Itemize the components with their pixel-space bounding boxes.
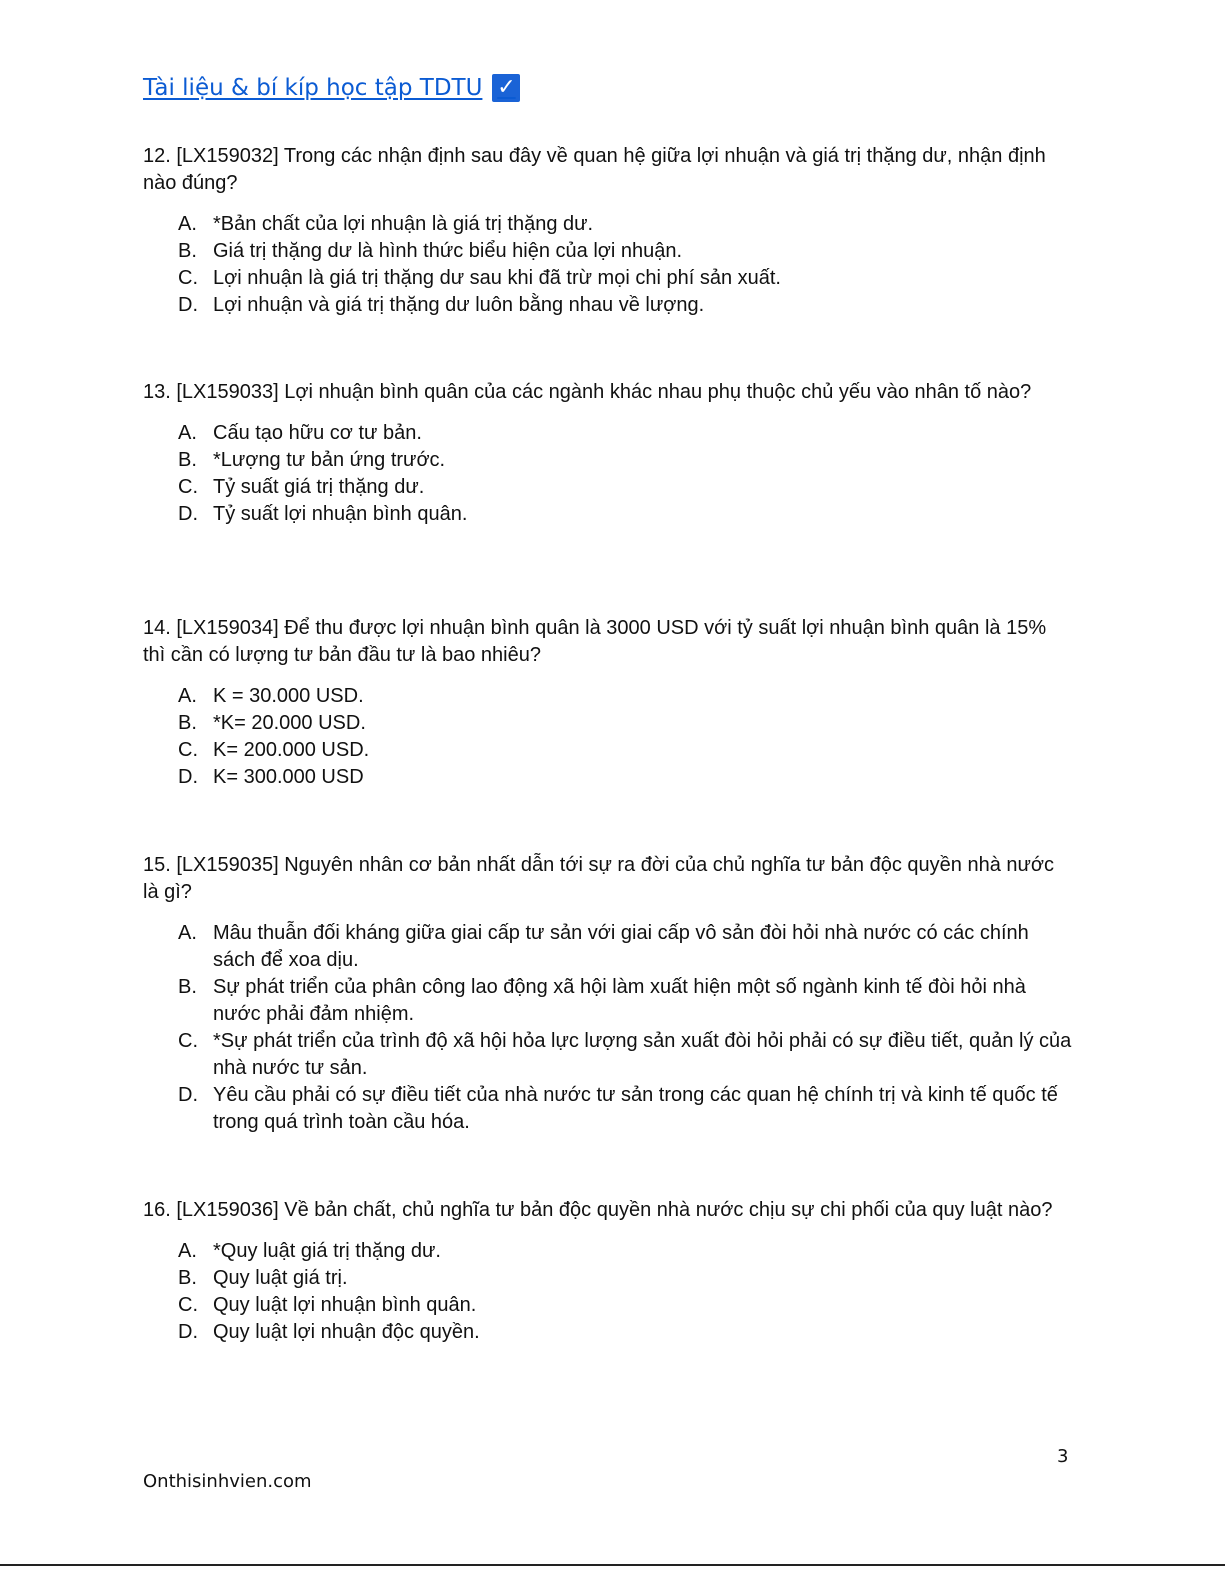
option-letter: C. [178, 739, 198, 761]
bottom-divider [0, 1564, 1225, 1566]
option-c [143, 737, 1073, 764]
option-letter: D. [178, 294, 198, 316]
option-list [143, 1238, 1073, 1346]
option-text: Cấu tạo hữu cơ tư bản. [213, 422, 422, 444]
option-letter: D. [178, 766, 198, 788]
option-list [143, 211, 1073, 319]
option-letter: B. [178, 1267, 197, 1289]
option-letter: A. [178, 422, 197, 444]
option-letter: C. [178, 267, 198, 289]
option-text: Yêu cầu phải có sự điều tiết của nhà nước tư sản trong các quan hệ chính trị và kinh tế quốc tế trong quá trình toàn cầu hóa. [213, 1084, 1058, 1133]
option-text: *Lượng tư bản ứng trước. [213, 449, 446, 471]
option-b [143, 447, 1073, 474]
question-text: 14. [LX159034] Để thu được lợi nhuận bình quân là 3000 USD với tỷ suất lợi nhuận bình quân là 15% thì cần có lượng tư bản đầu tư là bao nhiêu? [143, 617, 1047, 666]
option-c [143, 1028, 1073, 1082]
option-text: Quy luật giá trị. [213, 1267, 348, 1289]
option-text: Tỷ suất lợi nhuận bình quân. [213, 503, 468, 525]
question-text: 13. [LX159033] Lợi nhuận bình quân của các ngành khác nhau phụ thuộc chủ yếu vào nhân tố nào? [143, 381, 1032, 403]
option-text: Lợi nhuận là giá trị thặng dư sau khi đã trừ mọi chi phí sản xuất. [213, 267, 781, 289]
option-letter: B. [178, 712, 197, 734]
option-a [143, 420, 1073, 447]
option-text: K = 30.000 USD. [213, 685, 364, 707]
checkbox-checked-icon: ✓ [492, 74, 520, 102]
option-list [143, 920, 1073, 1136]
option-text: Quy luật lợi nhuận bình quân. [213, 1294, 477, 1316]
option-b [143, 238, 1073, 265]
option-text: K= 300.000 USD [213, 766, 364, 788]
option-c [143, 1292, 1073, 1319]
option-text: Quy luật lợi nhuận độc quyền. [213, 1321, 480, 1343]
option-text: Mâu thuẫn đối kháng giữa giai cấp tư sản với giai cấp vô sản đòi hỏi nhà nước có các chính sách để xoa dịu. [213, 922, 1029, 971]
option-letter: A. [178, 213, 197, 235]
option-d [143, 501, 1073, 528]
option-text: K= 200.000 USD. [213, 739, 370, 761]
option-text: *Quy luật giá trị thặng dư. [213, 1240, 441, 1262]
option-c [143, 474, 1073, 501]
option-letter: A. [178, 685, 197, 707]
option-letter: C. [178, 476, 198, 498]
option-letter: D. [178, 1084, 198, 1106]
footer-site-name: Onthisinhvien.com [143, 1471, 312, 1492]
question-text: 12. [LX159032] Trong các nhận định sau đây về quan hệ giữa lợi nhuận và giá trị thặng dư, nhận định nào đúng? [143, 145, 1046, 194]
option-letter: B. [178, 240, 197, 262]
option-list [143, 683, 1073, 791]
page-number: 3 [1057, 1446, 1069, 1467]
question-16 [143, 1197, 1073, 1346]
option-letter: D. [178, 503, 198, 525]
question-12 [143, 143, 1073, 319]
option-letter: D. [178, 1321, 198, 1343]
header-link-text[interactable]: Tài liệu & bí kíp học tập TDTU [143, 75, 483, 101]
option-letter: A. [178, 1240, 197, 1262]
option-list [143, 420, 1073, 528]
option-d [143, 1319, 1073, 1346]
option-b [143, 1265, 1073, 1292]
option-d [143, 764, 1073, 791]
header-link[interactable] [143, 74, 520, 102]
question-13 [143, 379, 1073, 528]
option-a [143, 683, 1073, 710]
option-text: Sự phát triển của phân công lao động xã hội làm xuất hiện một số ngành kinh tế đòi hỏi nhà nước phải đảm nhiệm. [213, 976, 1026, 1025]
option-a [143, 920, 1073, 974]
question-text: 16. [LX159036] Về bản chất, chủ nghĩa tư bản độc quyền nhà nước chịu sự chi phối của quy luật nào? [143, 1199, 1053, 1221]
option-text: Giá trị thặng dư là hình thức biểu hiện của lợi nhuận. [213, 240, 683, 262]
option-d [143, 292, 1073, 319]
option-c [143, 265, 1073, 292]
option-a [143, 211, 1073, 238]
question-text: 15. [LX159035] Nguyên nhân cơ bản nhất dẫn tới sự ra đời của chủ nghĩa tư bản độc quyền nhà nước là gì? [143, 854, 1055, 903]
option-letter: C. [178, 1294, 198, 1316]
option-letter: B. [178, 449, 197, 471]
option-text: *Bản chất của lợi nhuận là giá trị thặng dư. [213, 213, 594, 235]
option-b [143, 710, 1073, 737]
option-letter: B. [178, 976, 197, 998]
question-15 [143, 852, 1073, 1136]
option-d [143, 1082, 1073, 1136]
option-b [143, 974, 1073, 1028]
option-text: *Sự phát triển của trình độ xã hội hỏa lực lượng sản xuất đòi hỏi phải có sự điều tiết, quản lý của nhà nước tư sản. [213, 1030, 1072, 1079]
option-text: Tỷ suất giá trị thặng dư. [213, 476, 425, 498]
question-14 [143, 615, 1073, 791]
option-a [143, 1238, 1073, 1265]
option-letter: A. [178, 922, 197, 944]
option-letter: C. [178, 1030, 198, 1052]
option-text: Lợi nhuận và giá trị thặng dư luôn bằng nhau về lượng. [213, 294, 705, 316]
option-text: *K= 20.000 USD. [213, 712, 366, 734]
